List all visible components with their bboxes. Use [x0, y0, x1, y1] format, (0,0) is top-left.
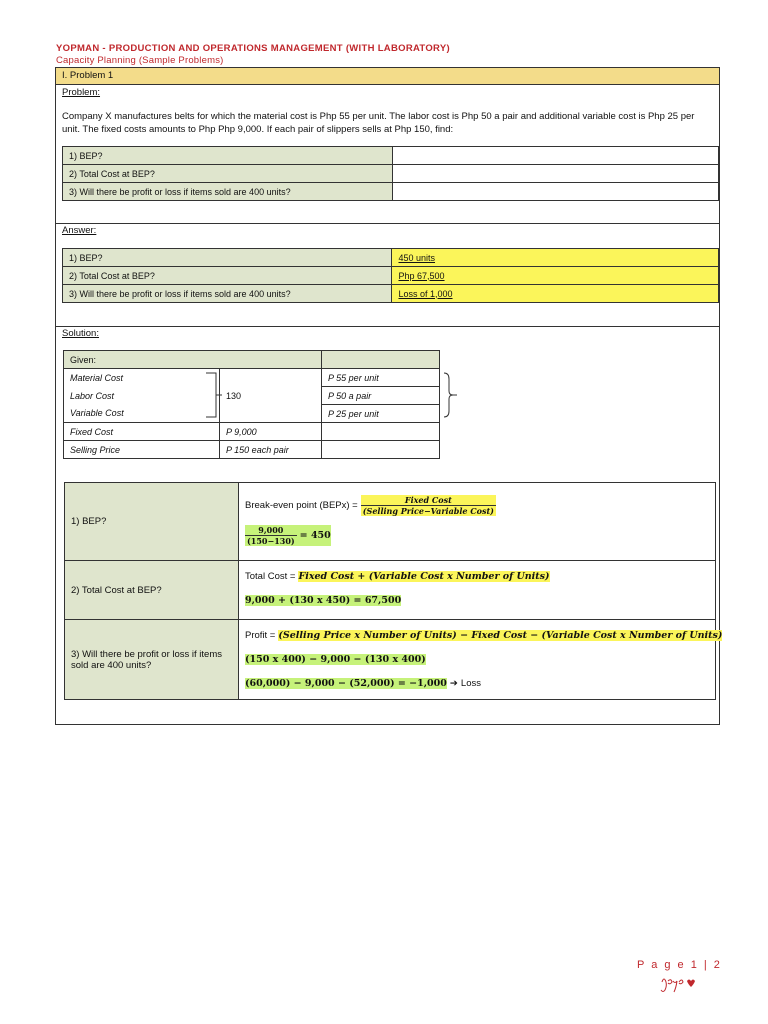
bep-numerator: Fixed Cost — [361, 495, 496, 506]
course-header: YOPMAN - PRODUCTION AND OPERATIONS MANAGEMENT (WITH LABORATORY) — [56, 43, 450, 54]
given-blank — [322, 441, 440, 459]
profit-calc-1-value: (150 x 400) − 9,000 − (130 x 400) — [245, 654, 426, 665]
step-question: 1) BEP? — [65, 483, 239, 561]
profit-lead: Profit = — [245, 630, 276, 641]
question-cell: 3) Will there be profit or loss if items sold are 400 units? — [63, 285, 392, 303]
problem-text: Company X manufactures belts for which the material cost is Php 55 per unit. The labor cost is Php 50 a pair and additional variable cost is Php 25 per unit. The fixed costs amounts to Php Php 9,000. If each pair of slippers sells at Php 150, find: — [62, 111, 695, 135]
problem-label: Problem: — [62, 87, 101, 98]
answers-table — [62, 248, 719, 303]
total-cost-formula — [245, 571, 550, 582]
given-table — [63, 350, 440, 459]
given-name: Material Cost — [64, 369, 220, 387]
problem-title: I. Problem 1 — [56, 68, 719, 85]
blank-answer-cell — [392, 147, 718, 165]
given-value-wide: P 9,000 — [220, 423, 322, 441]
given-header: Given: — [64, 351, 322, 369]
profit-result: Loss — [460, 678, 481, 689]
calc-denominator: (150−130) — [247, 536, 295, 546]
step-work — [239, 561, 716, 620]
questions-table — [62, 146, 719, 201]
given-header-blank — [322, 351, 440, 369]
profit-calc-2-value: (60,000) − 9,000 − (52,000) = −1,000 — [245, 678, 447, 689]
total-cost-lead: Total Cost = — [245, 571, 296, 582]
profit-calc-2 — [245, 678, 481, 689]
profit-calc-1 — [245, 654, 426, 665]
given-value: P 50 a pair — [322, 387, 440, 405]
solution-label: Solution: — [62, 328, 99, 339]
bep-calc — [245, 525, 331, 546]
section-divider — [56, 326, 719, 327]
calc-result: = 450 — [299, 530, 331, 541]
bep-formula — [245, 495, 496, 516]
given-value-wide: P 150 each pair — [220, 441, 322, 459]
question-cell: 2) Total Cost at BEP? — [63, 267, 392, 285]
problem-frame — [55, 67, 723, 725]
given-blank — [322, 423, 440, 441]
answer-value: Loss of 1,000 — [392, 285, 719, 303]
author-signature-icon — [658, 972, 698, 994]
given-name: Labor Cost — [64, 387, 220, 405]
total-cost-expression: Fixed Cost + (Variable Cost x Number of Units) — [298, 571, 550, 582]
profit-expression: (Selling Price x Number of Units) − Fixed Cost − (Variable Cost x Number of Units) — [278, 630, 723, 641]
answer-label: Answer: — [62, 225, 97, 236]
question-cell: 2) Total Cost at BEP? — [63, 165, 393, 183]
question-cell: 1) BEP? — [63, 249, 392, 267]
question-cell: 1) BEP? — [63, 147, 393, 165]
document-subtitle: Capacity Planning (Sample Problems) — [56, 55, 224, 66]
bep-lead: Break-even point (BEPx) = — [245, 500, 358, 511]
answer-value: 450 units — [392, 249, 719, 267]
total-cost-calc-value: 9,000 + (130 x 450) = 67,500 — [245, 595, 402, 606]
step-work — [239, 620, 723, 700]
section-divider — [56, 223, 719, 224]
step-question: 3) Will there be profit or loss if items sold are 400 units? — [65, 620, 239, 700]
page-number: P a g e 1 | 2 — [637, 959, 722, 971]
step-question: 2) Total Cost at BEP? — [65, 561, 239, 620]
given-value: P 25 per unit — [322, 405, 440, 423]
profit-formula — [245, 630, 722, 641]
solution-steps-table — [64, 482, 723, 700]
given-name: Fixed Cost — [64, 423, 220, 441]
given-name: Variable Cost — [64, 405, 220, 423]
left-bracket-icon — [146, 371, 226, 421]
arrow-right-icon: ➔ — [449, 678, 458, 689]
step-work — [239, 483, 716, 561]
bep-denominator: (Selling Price−Variable Cost) — [362, 506, 494, 516]
question-cell: 3) Will there be profit or loss if items sold are 400 units? — [63, 183, 393, 201]
bep-fraction — [361, 495, 496, 516]
given-value: P 55 per unit — [322, 369, 440, 387]
total-cost-calc — [245, 595, 401, 606]
variable-total: 130 — [220, 369, 322, 423]
blank-answer-cell — [392, 183, 718, 201]
given-name: Selling Price — [64, 441, 220, 459]
right-bracket-icon — [441, 371, 461, 421]
answer-value: Php 67,500 — [392, 267, 719, 285]
blank-answer-cell — [392, 165, 718, 183]
calc-numerator: 9,000 — [245, 525, 297, 536]
